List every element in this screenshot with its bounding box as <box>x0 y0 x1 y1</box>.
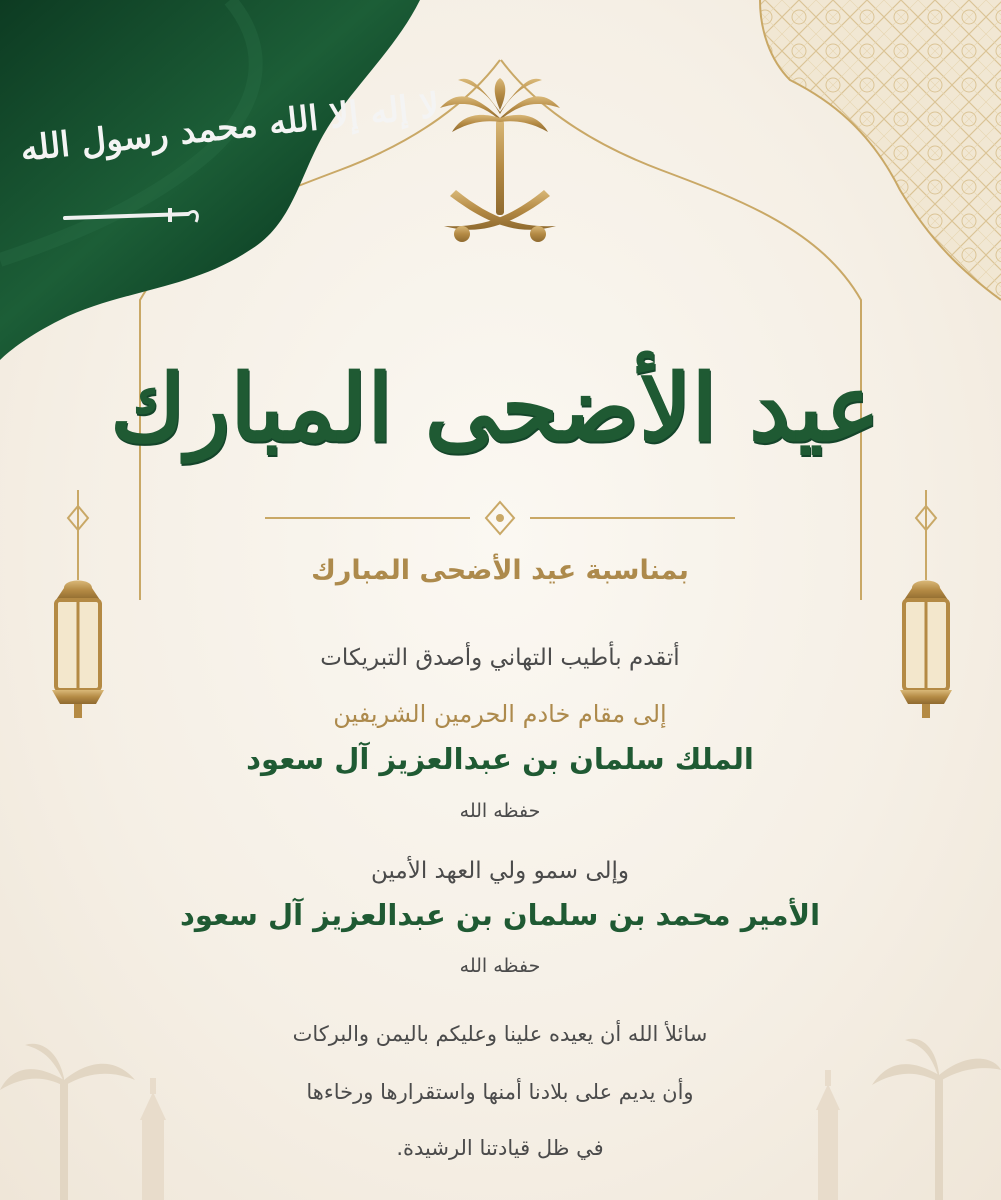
greeting-line-2: إلى مقام خادم الحرمين الشريفين <box>333 700 667 728</box>
king-name: الملك سلمان بن عبدالعزيز آل سعود <box>246 742 754 776</box>
eid-title: عيد الأضحى المبارك <box>109 354 880 462</box>
greeting-line-3: وإلى سمو ولي العهد الأمين <box>370 858 630 884</box>
flag-shahada: لا إله إلا الله محمد رسول الله <box>18 85 442 170</box>
prince-name: الأمير محمد بن سلمان بن عبدالعزيز آل سعود <box>179 898 821 932</box>
title-divider <box>265 502 735 534</box>
hafizahu-allah-2: حفظه الله <box>459 955 541 977</box>
prayer-line-3: في ظل قيادتنا الرشيدة. <box>396 1136 604 1160</box>
greeting-line-1: أتقدم بأطيب التهاني وأصدق التبريكات <box>320 645 680 671</box>
palm-swords-emblem-icon <box>440 78 560 242</box>
geometric-pattern <box>760 0 1001 300</box>
occasion-heading: بمناسبة عيد الأضحى المبارك <box>311 555 689 586</box>
hafizahu-allah-1: حفظه الله <box>459 800 541 822</box>
palm-tree-icon <box>0 1044 135 1200</box>
lantern-icon <box>52 490 104 718</box>
prayer-line-1: سائلأ الله أن يعيده علينا وعليكم باليمن والبركات <box>292 1022 708 1046</box>
palm-tree-icon <box>872 1039 1001 1200</box>
lantern-icon <box>900 490 952 718</box>
prayer-line-2: وأن يديم على بلادنا أمنها واستقرارها ورخاءها <box>306 1080 694 1104</box>
